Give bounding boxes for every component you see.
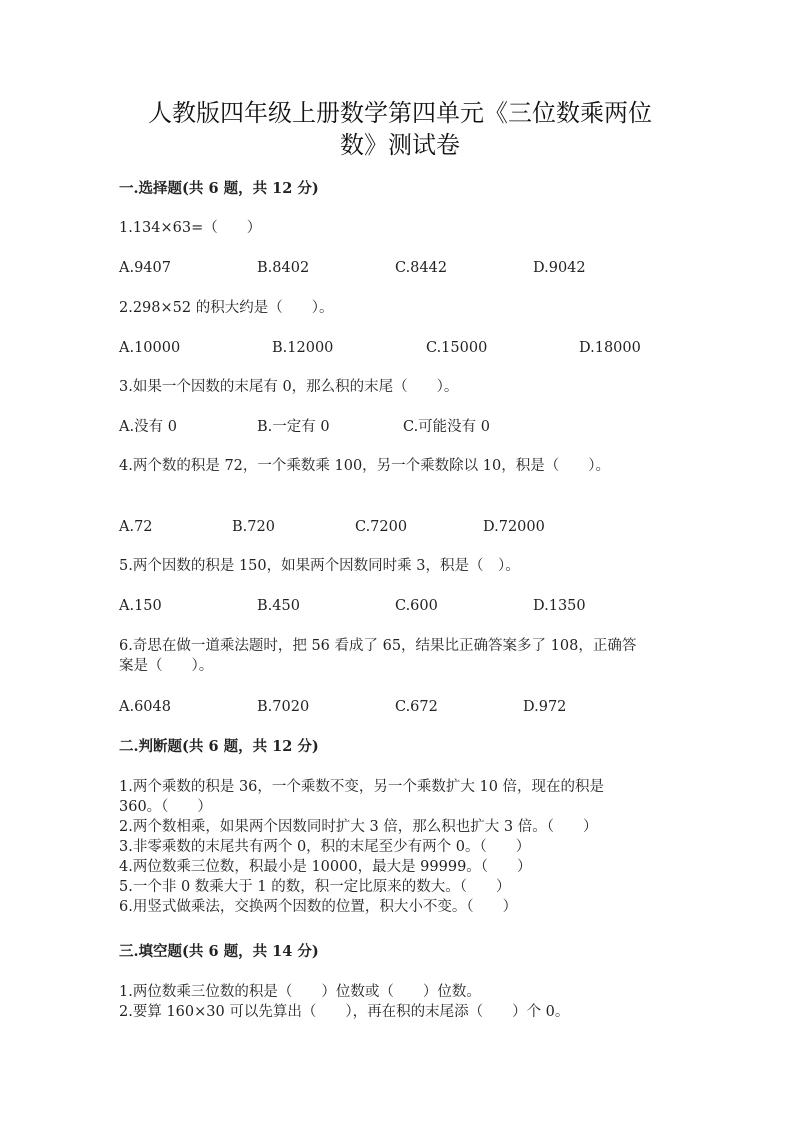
section-heading-choice: 一.选择题(共 6 题，共 12 分) (119, 180, 319, 197)
page-title-line-1: 人教版四年级上册数学第四单元《三位数乘两位 (148, 99, 652, 127)
option-a: A.没有 0 (119, 419, 177, 435)
option-d: D.9042 (533, 260, 586, 276)
question-stem-continued: 案是（ ）。 (119, 658, 214, 674)
option-c: C.15000 (426, 340, 488, 356)
option-a: A.150 (119, 598, 162, 614)
judgement-item: 2.两个数相乘，如果两个因数同时扩大 3 倍，那么积也扩大 3 倍。（ ） (119, 819, 598, 835)
judgement-item: 3.非零乘数的末尾共有两个 0，积的末尾至少有两个 0。（ ） (119, 839, 531, 855)
option-c: C.672 (395, 699, 438, 715)
judgement-item: 5.一个非 0 数乘大于 1 的数，积一定比原来的数大。（ ） (119, 879, 511, 895)
option-b: B.8402 (257, 260, 310, 276)
question-stem: 1.134×63=（ ） (119, 220, 262, 236)
judgement-item-continued: 360。（ ） (119, 799, 212, 815)
option-a: A.72 (119, 519, 153, 535)
option-b: B.7020 (257, 699, 310, 715)
option-d: D.72000 (483, 519, 545, 535)
option-a: A.6048 (119, 699, 171, 715)
option-c: C.7200 (355, 519, 408, 535)
question-stem: 4.两个数的积是 72，一个乘数乘 100，另一个乘数除以 10，积是（ ）。 (119, 458, 610, 474)
judgement-item: 1.两个乘数的积是 36，一个乘数不变，另一个乘数扩大 10 倍，现在的积是 (119, 779, 605, 795)
option-c: C.600 (395, 598, 438, 614)
option-c: C.8442 (395, 260, 448, 276)
judgement-item: 6.用竖式做乘法，交换两个因数的位置，积大小不变。（ ） (119, 899, 518, 915)
option-b: B.450 (257, 598, 300, 614)
option-b: B.720 (232, 519, 275, 535)
option-d: D.1350 (533, 598, 586, 614)
option-d: D.972 (523, 699, 567, 715)
page-title-line-2: 数》测试卷 (340, 131, 460, 159)
question-stem: 3.如果一个因数的末尾有 0，那么积的末尾（ ）。 (119, 379, 459, 395)
fill-in-item: 2.要算 160×30 可以先算出（ ），再在积的末尾添（ ）个 0。 (119, 1004, 570, 1020)
judgement-item: 4.两位数乘三位数，积最小是 10000，最大是 99999。（ ） (119, 859, 532, 875)
option-b: B.12000 (272, 340, 334, 356)
option-a: A.9407 (119, 260, 171, 276)
option-a: A.10000 (119, 340, 181, 356)
option-c: C.可能没有 0 (403, 419, 491, 435)
question-stem: 6.奇思在做一道乘法题时，把 56 看成了 65，结果比正确答案多了 108，正确答 (119, 638, 637, 654)
question-stem: 2.298×52 的积大约是（ ）。 (119, 300, 334, 316)
fill-in-item: 1.两位数乘三位数的积是（ ）位数或（ ）位数。 (119, 984, 481, 1000)
section-heading-fill-in: 三.填空题(共 6 题，共 14 分) (119, 943, 319, 960)
option-d: D.18000 (579, 340, 641, 356)
question-stem: 5.两个因数的积是 150，如果两个因数同时乘 3，积是（ ）。 (119, 558, 520, 574)
option-b: B.一定有 0 (257, 419, 330, 435)
section-heading-judgement: 二.判断题(共 6 题，共 12 分) (119, 738, 319, 755)
